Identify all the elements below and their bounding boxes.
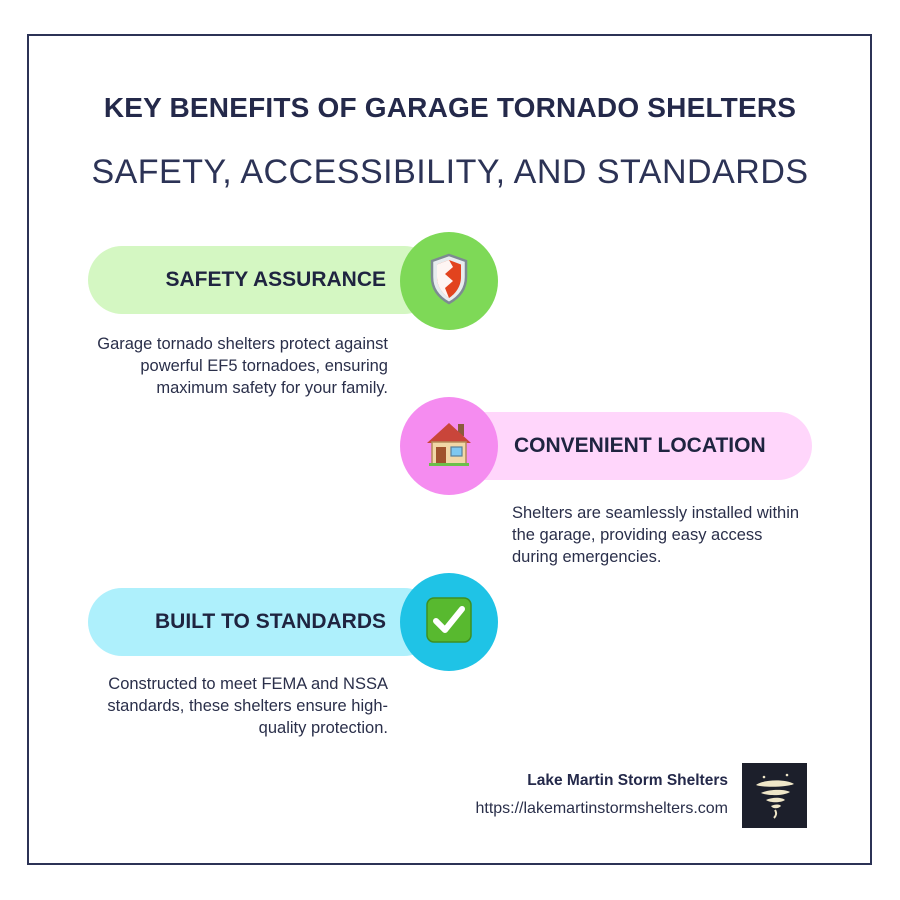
benefit-description: Constructed to meet FEMA and NSSA standards, these shelters ensure high-quality protection. (107, 675, 388, 737)
benefit-circle-location (400, 397, 498, 495)
benefit-label: CONVENIENT LOCATION (514, 434, 766, 457)
check-mark-icon (425, 596, 473, 649)
page-title: KEY BENEFITS OF GARAGE TORNADO SHELTERS (103, 92, 797, 123)
tornado-logo-icon (742, 763, 807, 828)
benefit-label: SAFETY ASSURANCE (165, 268, 386, 291)
benefit-label: BUILT TO STANDARDS (155, 610, 386, 633)
benefit-description: Shelters are seamlessly installed within the garage, providing easy access during emergencies. (512, 504, 800, 566)
benefit-description: Garage tornado shelters protect against powerful EF5 tornadoes, ensuring maximum safety for your family. (97, 335, 388, 397)
brand-name: Lake Martin Storm Shelters (527, 772, 728, 789)
benefit-circle-safety (400, 232, 498, 330)
page-subtitle: SAFETY, ACCESSIBILITY, AND STANDARDS (91, 153, 809, 191)
brand-url-link[interactable]: https://lakemartinstormshelters.com (475, 800, 728, 817)
benefit-pill-safety-assurance (88, 246, 438, 314)
shield-icon (429, 253, 469, 310)
benefit-circle-standards (400, 573, 498, 671)
benefit-pill-built-to-standards (88, 588, 438, 656)
house-icon (425, 421, 473, 472)
